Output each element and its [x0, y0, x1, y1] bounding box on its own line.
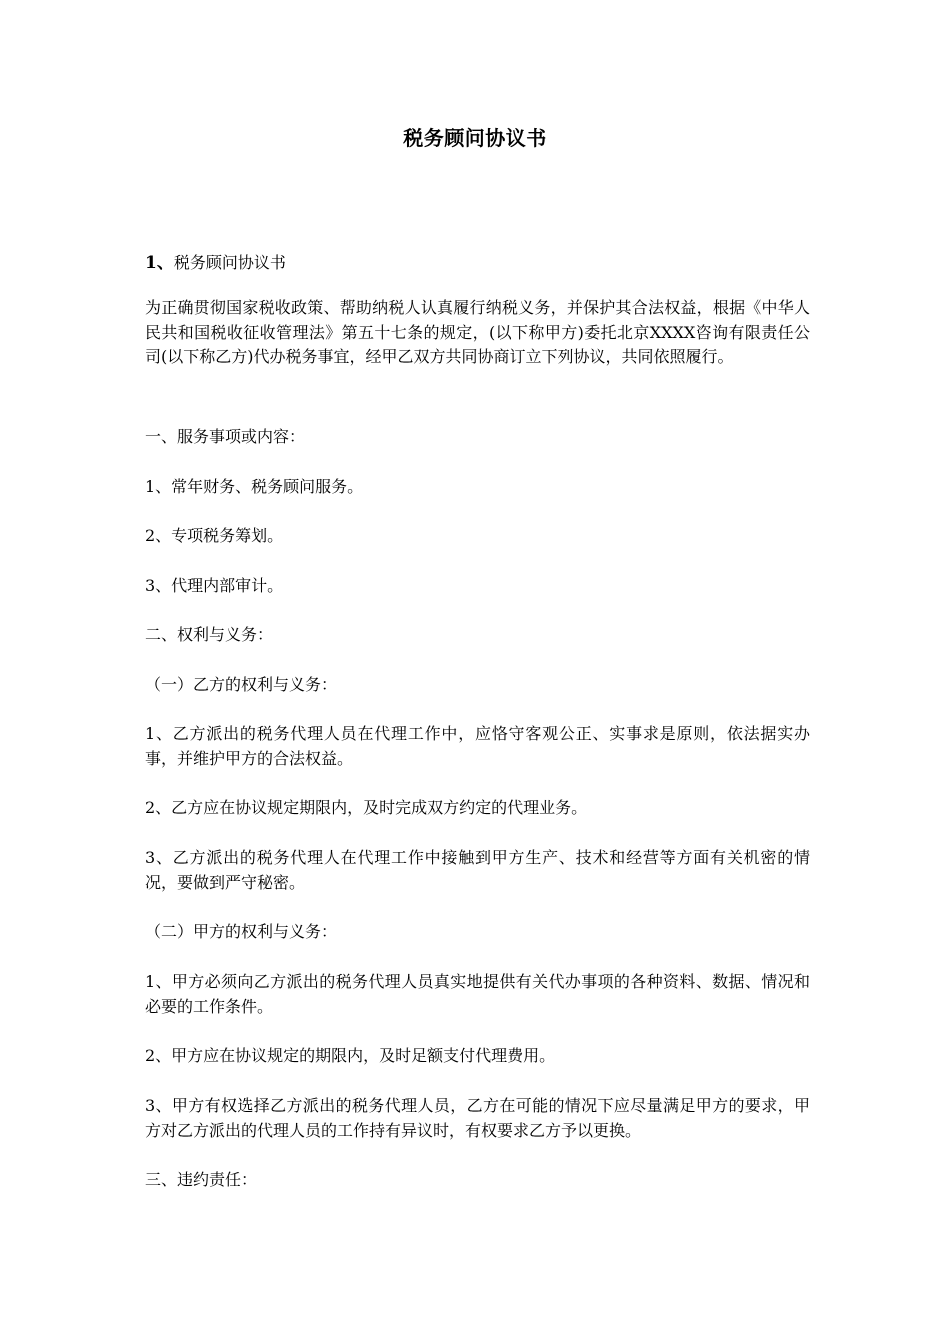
party-a-item-2: 2、甲方应在协议规定的期限内，及时足额支付代理费用。	[145, 1046, 556, 1065]
party-b-item-3: 3、乙方派出的税务代理人在代理工作中接触到甲方生产、技术和经营等方面有关机密的情况，要做到严守秘密。	[145, 848, 810, 892]
section-heading-liability: 三、违约责任：	[145, 1170, 258, 1189]
subsection-heading-party-a: （二）甲方的权利与义务：	[145, 922, 338, 941]
party-a-item-3: 3、甲方有权选择乙方派出的税务代理人员，乙方在可能的情况下应尽量满足甲方的要求，甲方对乙方派出的代理人员的工作持有异议时，有权要求乙方予以更换。	[145, 1096, 810, 1140]
section-heading-services: 一、服务事项或内容：	[145, 427, 306, 446]
section-heading	[145, 251, 286, 275]
intro-paragraph: 为正确贯彻国家税收政策、帮助纳税人认真履行纳税义务，并保护其合法权益，根据《中华人民共和国税收征收管理法》第五十七条的规定，(以下称甲方)委托北京XXXX咨询有限责任公司(以下称乙方)代办税务事宜，经甲乙双方共同协商订立下列协议，共同依照履行。	[145, 298, 810, 366]
document-title: 税务顾问协议书	[403, 126, 547, 150]
section-heading-text: 税务顾问协议书	[173, 253, 286, 272]
service-item-2: 2、专项税务筹划。	[145, 526, 284, 545]
service-item-1: 1、常年财务、税务顾问服务。	[145, 477, 364, 496]
subsection-heading-party-b: （一）乙方的权利与义务：	[145, 675, 338, 694]
section-number: 1、	[145, 253, 174, 273]
section-heading-rights: 二、权利与义务：	[145, 625, 274, 644]
party-a-item-1: 1、甲方必须向乙方派出的税务代理人员真实地提供有关代办事项的各种资料、数据、情况和必要的工作条件。	[145, 972, 810, 1016]
service-item-3: 3、代理内部审计。	[145, 576, 284, 595]
party-b-item-1: 1、乙方派出的税务代理人员在代理工作中，应恪守客观公正、实事求是原则，依法据实办事，并维护甲方的合法权益。	[145, 724, 810, 768]
party-b-item-2: 2、乙方应在协议规定期限内，及时完成双方约定的代理业务。	[145, 798, 588, 817]
